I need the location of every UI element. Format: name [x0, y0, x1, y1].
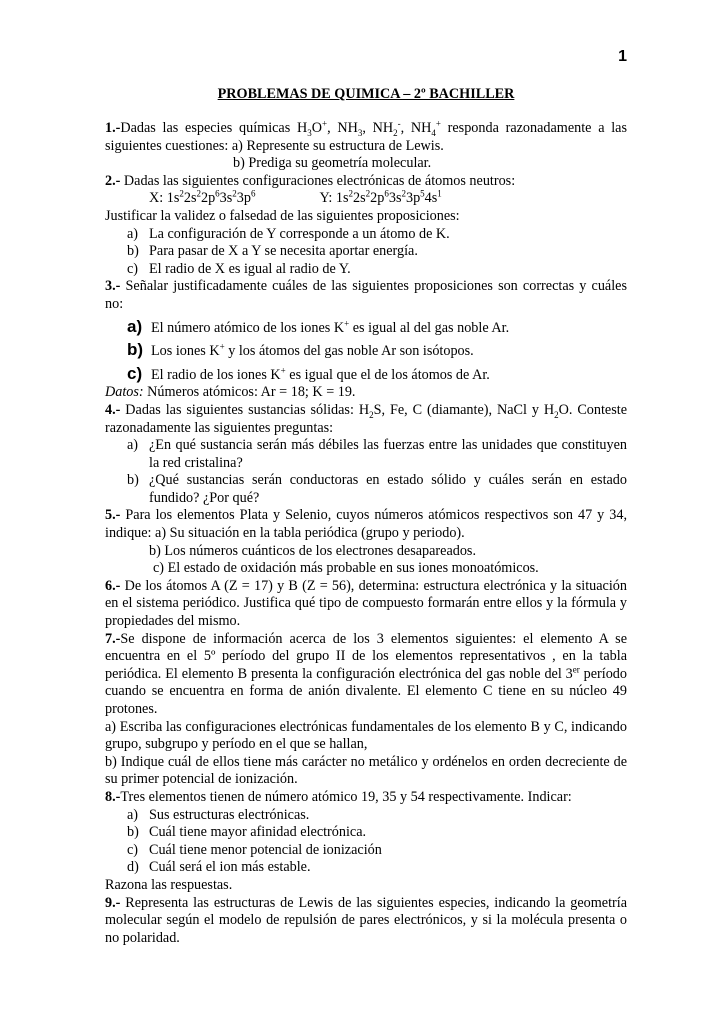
- problem-5-part-c: c) El estado de oxidación más probable en sus iones monoatómicos.: [153, 560, 539, 577]
- list-item: b) Para pasar de X a Y se necesita aportar energía.: [127, 243, 418, 260]
- problem-number: 6.-: [105, 577, 121, 594]
- list-item: b) Cuál tiene mayor afinidad electrónica.: [127, 824, 367, 841]
- problem-3: 3.- Señalar justificadamente cuáles de las siguientes proposiciones son correctas y cuáles no:: [105, 278, 627, 312]
- problem-7-part-a: a) Escriba las configuraciones electrónicas fundamentales de los elemento B y C, indicando grupo, subgrupo y período en el que se hallan,: [105, 718, 627, 753]
- problem-number: 3.-: [105, 278, 121, 295]
- problem-8: 8.-Tres elementos tienen de número atómico 19, 35 y 54 respectivamente. Indicar:: [105, 788, 572, 805]
- problem-list: [105, 120, 627, 947]
- problem-2-instruction: Justificar la validez o falsedad de las siguientes proposiciones:: [105, 207, 460, 224]
- problem-6: 6.- De los átomos A (Z = 17) y B (Z = 56), determina: estructura electrónica y la situación en el sistema periódico. Justifica qué tipo de compuesto formarán entre ellos y la fórmula y propiedades del mismo.: [105, 577, 627, 630]
- problem-3-data: Datos: Números atómicos: Ar = 18; K = 19.: [105, 384, 356, 401]
- page-number: 1: [618, 48, 627, 65]
- problem-5: 5.- Para los elementos Plata y Selenio, cuyos números atómicos respectivos son 47 y 34, indique: a) Su situación en la tabla periódica (grupo y periodo).: [105, 507, 627, 542]
- problem-7-part-b: b) Indique cuál de ellos tiene más carácter no metálico y ordénelos en orden decreciente de su primer potencial de ionización.: [105, 753, 627, 788]
- electron-configurations: X: $1s^22s^22p^63s^23p^6$ Y: $1s^22s^22p^63s^23p^54s^1$: [149, 188, 442, 207]
- problem-number: 5.-: [105, 507, 121, 524]
- problem-2: 2.- Dadas las siguientes configuraciones electrónicas de átomos neutros:: [105, 172, 516, 189]
- list-item: c) El radio de los iones K+ es igual que el de los átomos de Ar.: [127, 363, 490, 383]
- list-item: d) Cuál será el ion más estable.: [127, 859, 311, 876]
- problem-number: 9.-: [105, 894, 121, 911]
- list-item: a) Sus estructuras electrónicas.: [127, 806, 310, 823]
- config-y: Y: $1s^22s^22p^63s^23p^54s^1$: [319, 188, 442, 207]
- problem-number: 2.-: [105, 172, 121, 189]
- list-item: a) ¿En qué sustancia serán más débiles las fuerzas entre las unidades que constituyen la red cristalina?: [127, 437, 627, 471]
- list-item: b) Los iones K+ y los átomos del gas noble Ar son isótopos.: [127, 340, 474, 360]
- problem-1: 1.-Dadas las especies químicas $H_3O^+$, $NH_3$, $NH_2^-$, $NH_4^+$ responda razonadamente a las siguientes cuestiones: a) Represente su estructura de Lewis.: [105, 118, 627, 154]
- problem-7: 7.-Se dispone de información acerca de los 3 elementos siguientes: el elemento A se encuentra en el 5º período del grupo II de los elementos representativos , en la tabla periódica. El elemento B presenta la configuración electrónica del gas noble del 3er período cuando se encuentra en forma de anión divalente. El elemento C tiene en su núcleo 49 protones.: [105, 630, 627, 717]
- problem-4: 4.- Dadas las siguientes sustancias sólidas: $H_2S$, Fe, C (diamante), NaCl y $H_2O$. Conteste razonadamente las siguientes preguntas:: [105, 401, 627, 436]
- list-item: a) La configuración de Y corresponde a un átomo de K.: [127, 225, 450, 242]
- problem-8-closing: Razona las respuestas.: [105, 876, 233, 893]
- problem-number: 7.-: [105, 630, 121, 647]
- list-item: a) El número atómico de los iones K+ es igual al del gas noble Ar.: [127, 316, 510, 336]
- list-item: c) Cuál tiene menor potencial de ionización: [127, 841, 382, 858]
- problem-number: 8.-: [105, 788, 121, 805]
- problem-number: 4.-: [105, 401, 121, 418]
- list-item: b) ¿Qué sustancias serán conductoras en estado sólido y cuáles serán en estado fundido? ¿Por qué?: [127, 472, 627, 506]
- problem-9: 9.- Representa las estructuras de Lewis de las siguientes especies, indicando la geometría molecular según el modelo de repulsión de pares electrónicos, y si la molécula presenta o no polaridad.: [105, 894, 627, 946]
- problem-5-part-b: b) Los números cuánticos de los electrones desapareados.: [149, 542, 476, 559]
- list-item: c) El radio de X es igual al radio de Y.: [127, 260, 351, 277]
- problem-number: 1.-: [105, 120, 121, 136]
- page-title: PROBLEMAS DE QUIMICA – 2º BACHILLER: [217, 86, 515, 102]
- problem-1-part-b: b) Prediga su geometría molecular.: [233, 155, 432, 172]
